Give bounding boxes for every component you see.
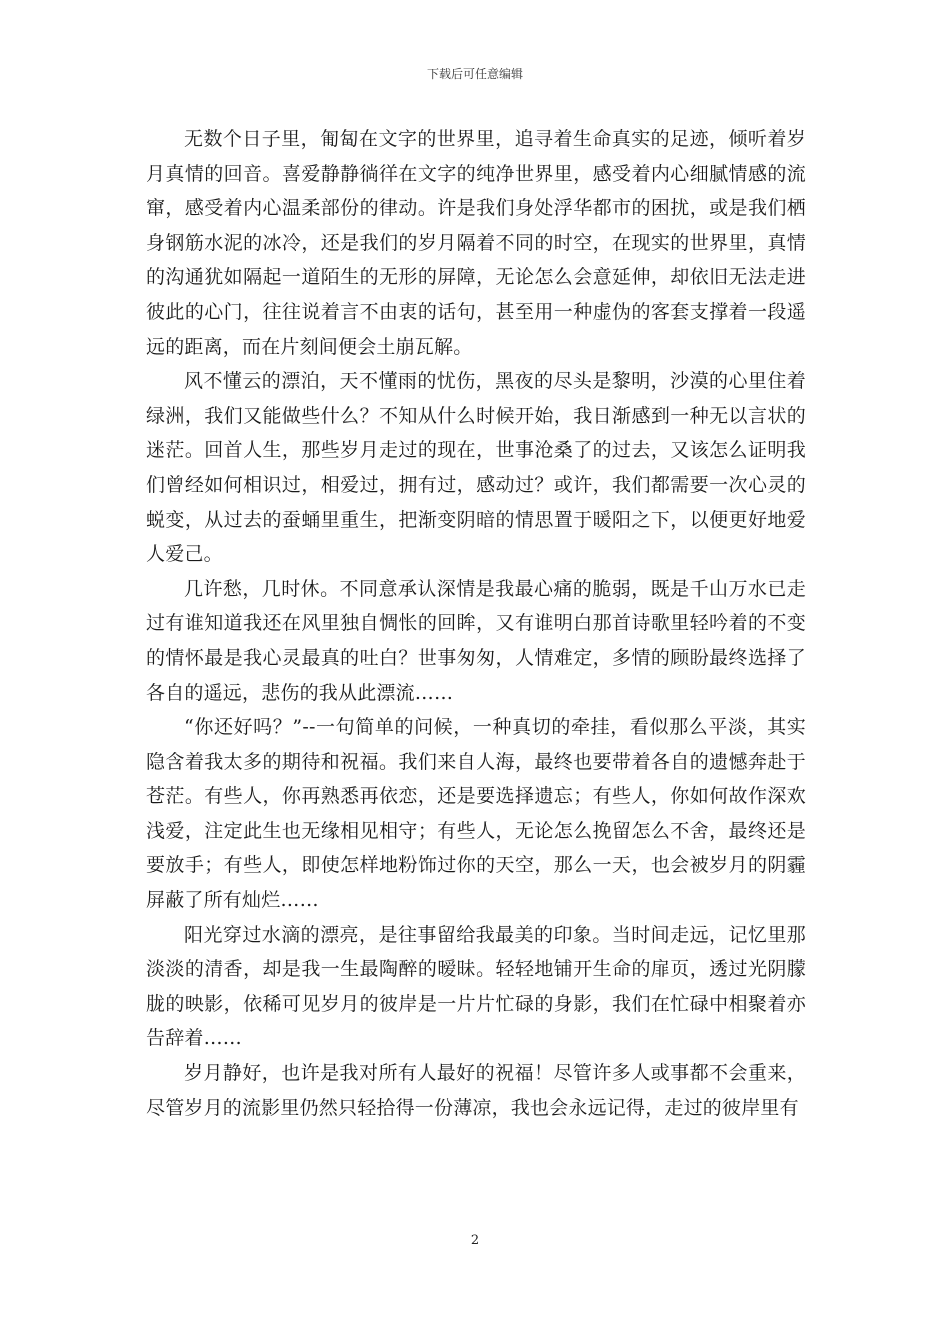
page-number: 2	[470, 1233, 480, 1248]
paragraph-5: 阳光穿过水滴的漂亮，是往事留给我最美的印象。当时间走远，记忆里那淡淡的清香，却是我一生最陶醉的暧昧。轻轻地铺开生命的扉页，透过光阴朦胧的映影，依稀可见岁月的彼岸是一片片忙碌的身影，我们在忙碌中相聚着亦告辞着……	[146, 923, 806, 1050]
paragraph-3: 几许愁，几时休。不同意承认深情是我最心痛的脆弱，既是千山万水已走过有谁知道我还在风里独自惆怅的回眸，又有谁明白那首诗歌里轻吟着的不变的情怀最是我心灵最真的吐白？世事匆匆，人情难定，多情的顾盼最终选择了各自的遥远，悲伤的我从此漂流……	[146, 577, 806, 704]
document-body	[146, 122, 806, 1125]
page-header: 下载后可任意编辑	[426, 67, 523, 81]
paragraph-6: 岁月静好，也许是我对所有人最好的祝福！尽管许多人或事都不会重来，尽管岁月的流影里仍然只轻拾得一份薄凉，我也会永远记得，走过的彼岸里有	[146, 1062, 806, 1119]
paragraph-2: 风不懂云的漂泊，天不懂雨的忧伤，黑夜的尽头是黎明，沙漠的心里住着绿洲，我们又能做些什么？不知从什么时候开始，我日渐感到一种无以言状的迷茫。回首人生，那些岁月走过的现在，世事沧桑了的过去，又该怎么证明我们曾经如何相识过，相爱过，拥有过，感动过？或许，我们都需要一次心灵的蜕变，从过去的蚕蛹里重生，把渐变阴暗的情思置于暖阳之下，以便更好地爱人爱己。	[146, 370, 806, 566]
paragraph-4: “你还好吗？”--一句简单的问候，一种真切的牵挂，看似那么平淡，其实隐含着我太多的期待和祝福。我们来自人海，最终也要带着各自的遗憾奔赴于苍茫。有些人，你再熟悉再依恋，还是要选择遗忘；有些人，你如何故作深欢浅爱，注定此生也无缘相见相守；有些人，无论怎么挽留怎么不舍，最终还是要放手；有些人，即使怎样地粉饰过你的天空，那么一天，也会被岁月的阴霾屏蔽了所有灿烂……	[146, 716, 806, 912]
paragraph-1: 无数个日子里，匍匐在文字的世界里，追寻着生命真实的足迹，倾听着岁月真情的回音。喜爱静静徜徉在文字的纯净世界里，感受着内心细腻情感的流窜，感受着内心温柔部份的律动。许是我们身处浮华都市的困扰，或是我们栖身钢筋水泥的冰冷，还是我们的岁月隔着不同的时空，在现实的世界里，真情的沟通犹如隔起一道陌生的无形的屏障，无论怎么会意延伸，却依旧无法走进彼此的心门，往往说着言不由衷的话句，甚至用一种虚伪的客套支撑着一段遥远的距离，而在片刻间便会土崩瓦解。	[146, 128, 806, 358]
